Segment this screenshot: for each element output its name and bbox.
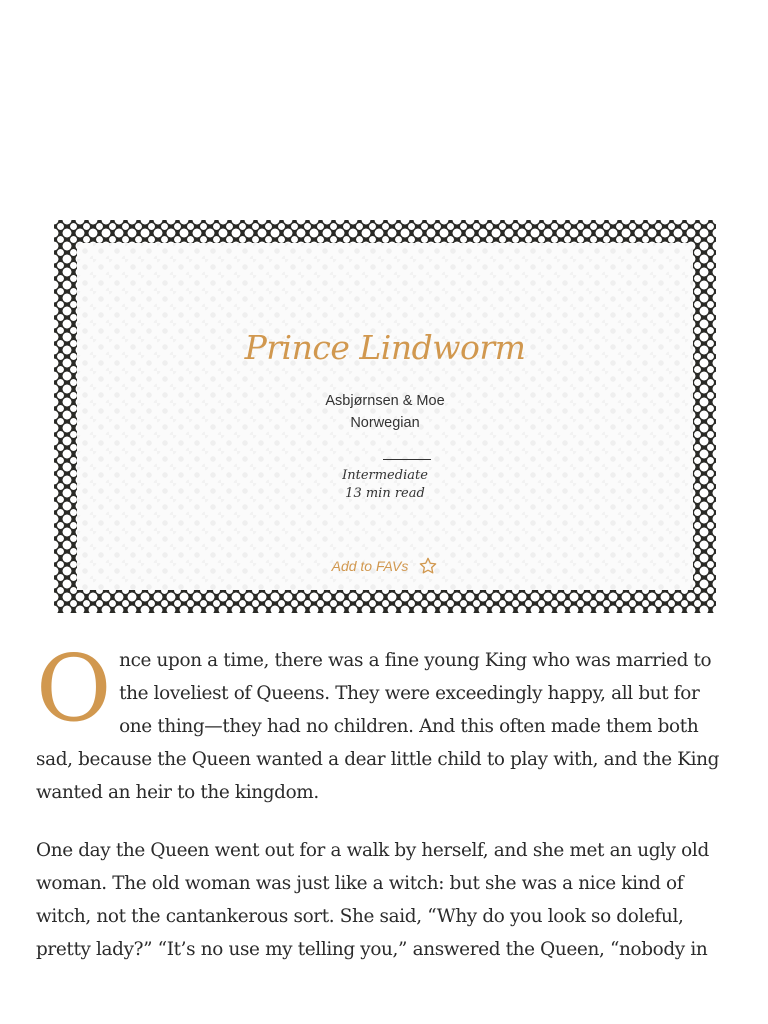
story-level: Intermediate [342, 468, 428, 483]
story-author: Asbjørnsen & Moe [325, 393, 445, 409]
story-read-time: 13 min read [345, 486, 425, 501]
story-header-card [54, 220, 716, 613]
paragraph-text: nce upon a time, there was a fine young King who was married to the loveliest of Queens. They were exceedingly happy, all but for one thing—they had no children. And this often made them both sad, because the Queen wanted a dear little child to play with, and the King wanted an heir to the kingdom. [36, 650, 720, 803]
star-outline-icon[interactable] [418, 556, 438, 576]
add-to-favs-button[interactable] [77, 556, 693, 576]
story-paragraph [36, 635, 732, 809]
story-origin: Norwegian [350, 415, 420, 431]
story-title: Prince Lindworm [244, 328, 526, 367]
story-body [36, 635, 732, 991]
story-paragraph: One day the Queen went out for a walk by herself, and she met an ugly old woman. The old woman was just like a witch: but she was a nice kind of witch, not the cantankerous sort. She said, “Why do you look so doleful, pretty lady?” “It’s no use my telling you,” answered the Queen, “nobody in [36, 840, 709, 960]
story-header-panel [77, 243, 693, 590]
add-to-favs-label[interactable]: Add to FAVs [331, 558, 409, 574]
divider [383, 459, 431, 460]
drop-cap: O [36, 635, 112, 742]
